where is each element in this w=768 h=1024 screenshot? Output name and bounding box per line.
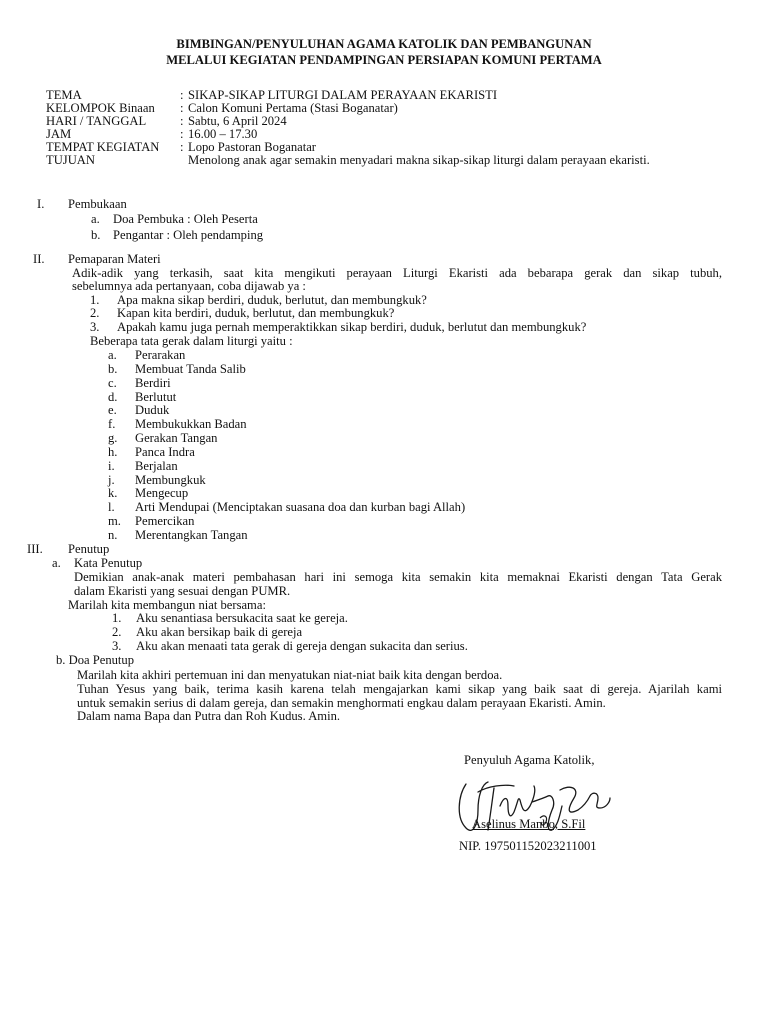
info-label-tujuan: TUJUAN (46, 153, 95, 167)
section-heading: Pembukaan (68, 197, 127, 211)
resolution-marker: 3. (112, 639, 122, 653)
list-marker: i. (108, 459, 115, 473)
document-title (0, 36, 768, 68)
list-item: Gerakan Tangan (135, 431, 218, 445)
info-value-hari: Sabtu, 6 April 2024 (188, 114, 287, 128)
list-marker: c. (108, 376, 117, 390)
list-marker: m. (108, 514, 121, 528)
info-label-kelompok: KELOMPOK Binaan (46, 101, 155, 115)
info-sep: : (180, 88, 184, 102)
question-item: Apa makna sikap berdiri, duduk, berlutut, dan membungkuk? (117, 293, 427, 307)
paragraph-line: Tuhan Yesus yang baik, terima kasih karena telah mengajarkan kami sikap yang baik saat di gereja. Ajarilah kami (77, 682, 722, 696)
resolution-marker: 1. (112, 611, 122, 625)
list-item: Membukukkan Badan (135, 417, 247, 431)
section-heading: Pemaparan Materi (68, 252, 161, 266)
list-item: Berlutut (135, 390, 177, 404)
intro-line: Adik-adik yang terkasih, saat kita mengikuti perayaan Liturgi Ekaristi ada bebarapa gerak dan sikap tubuh, (72, 266, 722, 280)
subsection-marker: a. (52, 556, 61, 570)
info-sep: : (180, 140, 184, 154)
resolution-marker: 2. (112, 625, 122, 639)
list-marker: l. (108, 500, 115, 514)
list-item: Membuat Tanda Salib (135, 362, 246, 376)
list-item: Pemercikan (135, 514, 195, 528)
list-item: Membungkuk (135, 473, 206, 487)
subsection-heading: b. Doa Penutup (56, 653, 135, 667)
info-label-tempat: TEMPAT KEGIATAN (46, 140, 160, 154)
list-marker: b. (108, 362, 118, 376)
list-item: Pengantar : Oleh pendamping (113, 228, 264, 242)
info-value-tema: SIKAP-SIKAP LITURGI DALAM PERAYAAN EKARISTI (188, 88, 498, 102)
list-item: Berjalan (135, 459, 178, 473)
signatory-nip: NIP. 197501152023211001 (459, 839, 597, 853)
list-marker: b. (91, 228, 101, 242)
handwritten-signature (448, 766, 618, 846)
list-marker: f. (108, 417, 116, 431)
paragraph-line: dalam Ekaristi yang sesuai dengan PUMR. (74, 584, 291, 598)
list-marker: j. (108, 473, 115, 487)
list-item: Panca Indra (135, 445, 195, 459)
question-marker: 2. (90, 306, 100, 320)
list-marker: h. (108, 445, 118, 459)
info-label-jam: JAM (46, 127, 72, 141)
intro-line: sebelumnya ada pertanyaan, coba dijawab ya : (72, 279, 306, 293)
list-marker: a. (91, 212, 100, 226)
paragraph-line: untuk semakin serius di dalam gereja, dan semakin menghormati engkau dalam perayaan Ekaristi. Amin. (77, 696, 606, 710)
list-item: Perarakan (135, 348, 186, 362)
signatory-role: Penyuluh Agama Katolik, (464, 753, 595, 767)
title-line-2: MELALUI KEGIATAN PENDAMPINGAN PERSIAPAN KOMUNI PERTAMA (166, 53, 602, 67)
paragraph-line: Demikian anak-anak materi pembahasan hari ini semoga kita semakin kita memaknai Ekaristi dengan Tata Gerak (74, 570, 722, 584)
info-value-tempat: Lopo Pastoran Boganatar (188, 140, 317, 154)
info-label-hari: HARI / TANGGAL (46, 114, 147, 128)
question-item: Apakah kamu juga pernah memperaktikkan sikap berdiri, duduk, berlutut dan membungkuk? (117, 320, 587, 334)
list-item: Doa Pembuka : Oleh Peserta (113, 212, 258, 226)
list-item: Merentangkan Tangan (135, 528, 248, 542)
question-marker: 3. (90, 320, 100, 334)
section-number: I. (37, 197, 45, 211)
section-heading: Penutup (68, 542, 110, 556)
paragraph-line: Marilah kita akhiri pertemuan ini dan menyatukan niat-niat baik kita dengan berdoa. (77, 668, 503, 682)
paragraph-line: Marilah kita membangun niat bersama: (68, 598, 266, 612)
list-item: Berdiri (135, 376, 171, 390)
question-marker: 1. (90, 293, 100, 307)
info-value-kelompok: Calon Komuni Pertama (Stasi Boganatar) (188, 101, 398, 115)
info-value-tujuan: Menolong anak agar semakin menyadari makna sikap-sikap liturgi dalam perayaan ekaristi. (188, 153, 650, 167)
list-marker: e. (108, 403, 117, 417)
title-line-1: BIMBINGAN/PENYULUHAN AGAMA KATOLIK DAN PEMBANGUNAN (176, 37, 592, 51)
section-number: III. (27, 542, 43, 556)
list-marker: g. (108, 431, 118, 445)
list-marker: n. (108, 528, 118, 542)
list-item: Arti Mendupai (Menciptakan suasana doa dan kurban bagi Allah) (135, 500, 466, 514)
list-marker: k. (108, 486, 118, 500)
signatory-name: Aselinus Manbo, S.Fil (472, 817, 586, 831)
info-value-jam: 16.00 – 17.30 (188, 127, 258, 141)
info-sep: : (180, 127, 184, 141)
list-marker: d. (108, 390, 118, 404)
list-item: Mengecup (135, 486, 189, 500)
list-marker: a. (108, 348, 117, 362)
subsection-heading: Kata Penutup (74, 556, 143, 570)
resolution-item: Aku akan menaati tata gerak di gereja dengan sukacita dan serius. (136, 639, 468, 653)
resolution-item: Aku akan bersikap baik di gereja (136, 625, 303, 639)
paragraph-line: Dalam nama Bapa dan Putra dan Roh Kudus. Amin. (77, 709, 341, 723)
question-item: Kapan kita berdiri, duduk, berlutut, dan membungkuk? (117, 306, 395, 320)
list-item: Duduk (135, 403, 170, 417)
gestures-intro: Beberapa tata gerak dalam liturgi yaitu : (90, 334, 293, 348)
resolution-item: Aku senantiasa bersukacita saat ke gereja. (136, 611, 348, 625)
info-sep: : (180, 114, 184, 128)
section-number: II. (33, 252, 45, 266)
info-label-tema: TEMA (46, 88, 82, 102)
info-sep: : (180, 101, 184, 115)
